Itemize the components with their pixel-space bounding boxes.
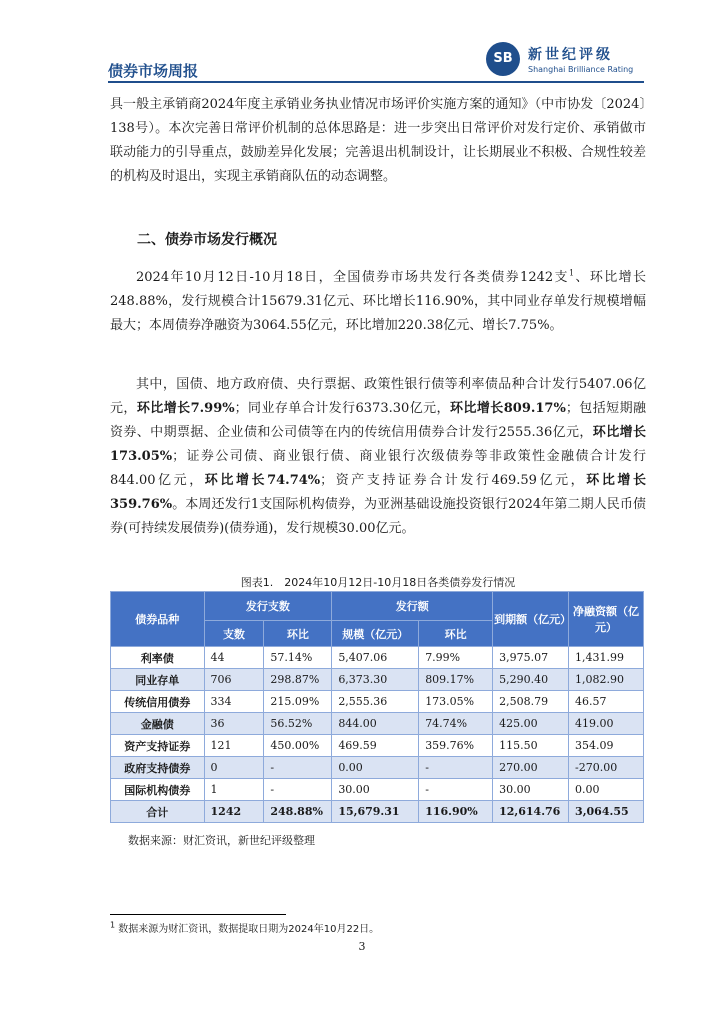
paragraph-overview bbox=[110, 266, 646, 338]
table-row bbox=[111, 691, 644, 713]
cell-count: 706 bbox=[204, 669, 264, 691]
cell-name: 金融债 bbox=[111, 713, 205, 735]
table-row bbox=[111, 669, 644, 691]
cell-net: 419.00 bbox=[569, 713, 644, 735]
cell-maturity: 3,975.07 bbox=[493, 647, 569, 669]
cell-maturity: 270.00 bbox=[493, 757, 569, 779]
logo-mark-icon: SB bbox=[486, 42, 520, 76]
table-row bbox=[111, 713, 644, 735]
cell-count-qoq: 248.88% bbox=[264, 801, 332, 823]
table-row bbox=[111, 779, 644, 801]
cell-net: 354.09 bbox=[569, 735, 644, 757]
cell-name: 合计 bbox=[111, 801, 205, 823]
cell-amount-qoq: - bbox=[419, 757, 493, 779]
cell-amount: 2,555.36 bbox=[332, 691, 419, 713]
cell-net: -270.00 bbox=[569, 757, 644, 779]
cell-net: 0.00 bbox=[569, 779, 644, 801]
cell-count-qoq: - bbox=[264, 757, 332, 779]
paragraph-breakdown bbox=[110, 373, 646, 541]
header-net-financing: 净融资额（亿元） bbox=[569, 592, 644, 647]
cell-name: 资产支持证券 bbox=[111, 735, 205, 757]
p2-bold-3: 环比增长173.05% bbox=[110, 425, 646, 464]
p1-text-a: 2024年10月12日-10月18日，全国债券市场共发行各类债券1242支 bbox=[136, 270, 569, 285]
header-amount-qoq: 环比 bbox=[419, 621, 493, 647]
cell-name: 传统信用债券 bbox=[111, 691, 205, 713]
cell-net: 1,431.99 bbox=[569, 647, 644, 669]
header-maturity: 到期额（亿元） bbox=[493, 592, 569, 647]
logo-name-cn: 新世纪评级 bbox=[528, 47, 613, 63]
bond-issuance-table bbox=[110, 591, 644, 823]
cell-amount: 0.00 bbox=[332, 757, 419, 779]
cell-amount-qoq: 173.05% bbox=[419, 691, 493, 713]
cell-name: 同业存单 bbox=[111, 669, 205, 691]
p2-text-3: ；包括短期融资券、中期票据、企业债和公司债等在内的传统信用债券合计发行2555.36亿元， bbox=[110, 401, 647, 440]
cell-count-qoq: - bbox=[264, 779, 332, 801]
cell-count: 0 bbox=[204, 757, 264, 779]
cell-count-qoq: 215.09% bbox=[264, 691, 332, 713]
p2-text-5: ；资产支持证券合计发行469.59亿元， bbox=[320, 473, 587, 488]
footnote-text: 数据来源为财汇资讯，数据提取日期为2024年10月22日。 bbox=[118, 924, 380, 935]
p2-text-6: 。本周还发行1支国际机构债券，为亚洲基础设施投资银行2024年第二期人民币债券(可持续发展债券)(债券通)，发行规模30.00亿元。 bbox=[110, 497, 646, 536]
p2-bold-2: 环比增长809.17% bbox=[450, 401, 566, 416]
header-amount: 规模（亿元） bbox=[332, 621, 419, 647]
p2-bold-5: 环比增长359.76% bbox=[110, 473, 646, 512]
header-divider bbox=[108, 81, 644, 83]
cell-amount: 30.00 bbox=[332, 779, 419, 801]
table-row bbox=[111, 647, 644, 669]
cell-net: 1,082.90 bbox=[569, 669, 644, 691]
cell-maturity: 30.00 bbox=[493, 779, 569, 801]
cell-count: 121 bbox=[204, 735, 264, 757]
table-source: 数据来源：财汇资讯，新世纪评级整理 bbox=[128, 834, 315, 847]
cell-amount-qoq: 116.90% bbox=[419, 801, 493, 823]
cell-name: 国际机构债券 bbox=[111, 779, 205, 801]
logo-name-en: Shanghai Brilliance Rating bbox=[528, 65, 634, 74]
company-logo bbox=[484, 40, 644, 80]
section-heading: 二、债券市场发行概况 bbox=[137, 232, 277, 248]
cell-count: 44 bbox=[204, 647, 264, 669]
cell-amount-qoq: 7.99% bbox=[419, 647, 493, 669]
cell-count: 334 bbox=[204, 691, 264, 713]
cell-count-qoq: 450.00% bbox=[264, 735, 332, 757]
table-total-row bbox=[111, 801, 644, 823]
p2-text-1: 其中，国债、地方政府债、央行票据、政策性银行债等利率债品种合计发行5407.06亿元， bbox=[110, 377, 646, 416]
cell-amount-qoq: - bbox=[419, 779, 493, 801]
cell-amount: 5,407.06 bbox=[332, 647, 419, 669]
cell-net: 3,064.55 bbox=[569, 801, 644, 823]
p2-text-2: ；同业存单合计发行6373.30亿元， bbox=[234, 401, 450, 416]
footnote-ref: 1 bbox=[568, 268, 575, 278]
header-bond-type: 债券品种 bbox=[111, 592, 205, 647]
cell-count: 36 bbox=[204, 713, 264, 735]
header-count: 支数 bbox=[204, 621, 264, 647]
intro-paragraph bbox=[110, 93, 646, 189]
cell-maturity: 12,614.76 bbox=[493, 801, 569, 823]
footnote bbox=[110, 920, 379, 935]
header-count-qoq: 环比 bbox=[264, 621, 332, 647]
p2-bold-1: 环比增长7.99% bbox=[136, 401, 235, 416]
cell-name: 利率债 bbox=[111, 647, 205, 669]
cell-maturity: 5,290.40 bbox=[493, 669, 569, 691]
page-number: 3 bbox=[358, 940, 366, 953]
cell-amount: 15,679.31 bbox=[332, 801, 419, 823]
table-row bbox=[111, 735, 644, 757]
cell-maturity: 115.50 bbox=[493, 735, 569, 757]
cell-count-qoq: 57.14% bbox=[264, 647, 332, 669]
intro-text: 具一般主承销商2024年度主承销业务执业情况市场评价实施方案的通知》（中市协发〔2024〕138号）。本次完善日常评价机制的总体思路是：进一步突出日常评价对发行定价、承销做市联动能力的引导重点，鼓励差异化发展；完善退出机制设计，让长期展业不积极、合规性较差的机构及时退出，实现主承销商队伍的动态调整。 bbox=[110, 97, 646, 184]
footnote-divider bbox=[110, 914, 286, 915]
cell-count: 1 bbox=[204, 779, 264, 801]
table-caption: 图表1. 2024年10月12日-10月18日各类债券发行情况 bbox=[240, 576, 516, 589]
cell-count-qoq: 56.52% bbox=[264, 713, 332, 735]
cell-amount-qoq: 809.17% bbox=[419, 669, 493, 691]
cell-amount-qoq: 359.76% bbox=[419, 735, 493, 757]
cell-net: 46.57 bbox=[569, 691, 644, 713]
cell-name: 政府支持债券 bbox=[111, 757, 205, 779]
cell-count: 1242 bbox=[204, 801, 264, 823]
report-title: 债券市场周报 bbox=[108, 62, 199, 80]
cell-count-qoq: 298.87% bbox=[264, 669, 332, 691]
footnote-mark: 1 bbox=[110, 920, 116, 930]
cell-amount: 469.59 bbox=[332, 735, 419, 757]
header-amount-group: 发行额 bbox=[332, 592, 493, 621]
cell-amount: 6,373.30 bbox=[332, 669, 419, 691]
cell-amount-qoq: 74.74% bbox=[419, 713, 493, 735]
cell-maturity: 425.00 bbox=[493, 713, 569, 735]
cell-amount: 844.00 bbox=[332, 713, 419, 735]
p2-text-4: ；证券公司债、商业银行债、商业银行次级债券等非政策性金融债合计发行844.00亿元， bbox=[110, 449, 646, 488]
header-count-group: 发行支数 bbox=[204, 592, 332, 621]
p1-text-b: 、环比增长248.88%，发行规模合计15679.31亿元、环比增长116.90%，其中同业存单发行规模增幅最大；本周债券净融资为3064.55亿元，环比增加220.38亿元、增长7.75%。 bbox=[110, 270, 646, 333]
table-row bbox=[111, 757, 644, 779]
cell-maturity: 2,508.79 bbox=[493, 691, 569, 713]
p2-bold-4: 环比增长74.74% bbox=[204, 473, 321, 488]
